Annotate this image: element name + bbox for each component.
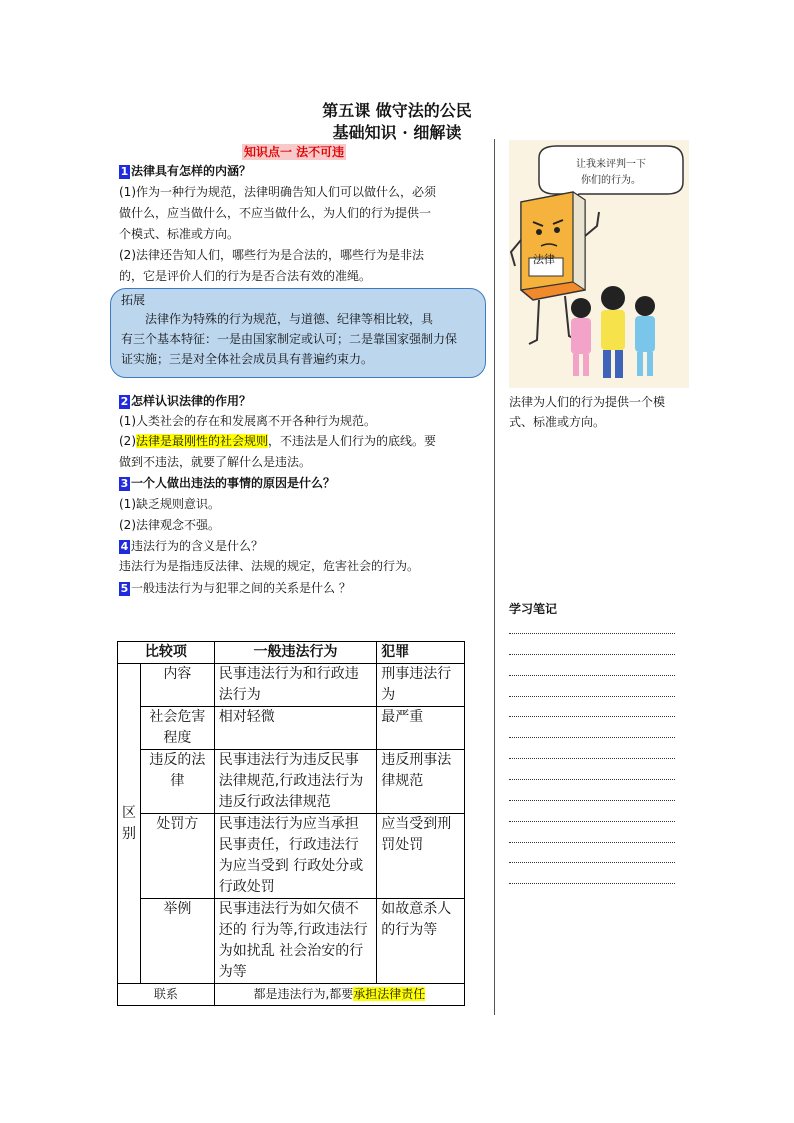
note-line <box>509 800 675 801</box>
question-text: 法律具有怎样的内涵？ <box>131 164 252 178</box>
answer-line: 的，它是评价人们的行为是否合法有效的准绳。 <box>119 269 372 283</box>
table-header: 犯罪 <box>377 642 465 664</box>
table-row <box>118 984 465 1006</box>
note-line <box>509 758 675 759</box>
question-3 <box>119 473 335 493</box>
note-line <box>509 737 675 738</box>
question-4 <box>119 536 263 556</box>
table-cell: 民事违法行为违反民事法律规范,行政违法行为违反行政法律规范 <box>214 750 376 814</box>
table-cell: 民事违法行为应当承担民事责任，行政违法行为应当受到 行政处分或行政处罚 <box>214 814 376 899</box>
answer-line: 做到不违法，就要了解什么是违法。 <box>119 455 312 469</box>
question-5 <box>119 578 351 598</box>
extension-line: 有三个基本特征：一是由国家制定或认可；二是靠国家强制力保 <box>121 332 458 346</box>
question-text: 怎样认识法律的作用？ <box>131 394 252 408</box>
table-cell: 民事违法行为和行政违法行为 <box>214 664 376 707</box>
answer-line <box>119 431 436 451</box>
group-label: 区别 <box>118 664 141 984</box>
table-row <box>118 814 465 899</box>
table-cell: 如故意杀人的行为等 <box>377 899 465 984</box>
extension-line: 证实施；三是对全体社会成员具有普遍约束力。 <box>121 352 374 366</box>
answer-line: 违法行为是指违反法律、法规的规定，危害社会的行为。 <box>119 559 420 573</box>
note-line <box>509 633 675 634</box>
table-cell: 举例 <box>141 899 215 984</box>
table-cell: 违反的法律 <box>141 750 215 814</box>
link-cell <box>214 984 464 1006</box>
table-cell: 违反刑事法律规范 <box>377 750 465 814</box>
answer-prefix: (2) <box>119 434 136 448</box>
extension-line: 法律作为特殊的行为规范，与道德、纪律等相比较，具 <box>121 312 434 326</box>
illustration-caption: 式、标准或方向。 <box>509 415 606 429</box>
extension-title: 拓展 <box>121 293 146 307</box>
extension-box <box>110 288 486 378</box>
answer-line: (2)法律还告知人们，哪些行为是合法的，哪些行为是非法 <box>119 248 425 262</box>
page-title: 第五课 做守法的公民 <box>322 101 472 120</box>
book-label: 法律 <box>533 253 555 266</box>
question-number-badge: 1 <box>120 164 129 178</box>
table-cell: 内容 <box>141 664 215 707</box>
table-cell: 社会危害程度 <box>141 707 215 750</box>
highlighted-text: 承担法律责任 <box>353 987 426 1001</box>
table-header: 比较项 <box>118 642 215 664</box>
link-label: 联系 <box>118 984 215 1006</box>
question-number-badge: 4 <box>120 539 129 553</box>
table-cell: 处罚方 <box>141 814 215 899</box>
question-text: 一般违法行为与犯罪之间的关系是什么 ？ <box>131 581 351 595</box>
table-cell: 最严重 <box>377 707 465 750</box>
speech-text-line1: 让我来评判一下 <box>576 159 646 170</box>
answer-rest: ，不违法是人们行为的底线。要 <box>268 434 437 448</box>
answer-line: (1)缺乏规则意识。 <box>119 497 220 511</box>
knowledge-point-label: 知识点一 法不可违 <box>244 145 345 159</box>
question-2 <box>119 391 251 411</box>
question-text: 一个人做出违法的事情的原因是什么？ <box>131 476 336 490</box>
question-number-badge: 3 <box>120 476 129 490</box>
table-row <box>118 664 465 707</box>
table-row <box>118 707 465 750</box>
note-line <box>509 862 675 863</box>
note-line <box>509 883 675 884</box>
table-header-row <box>118 642 465 664</box>
answer-line: 个模式、标准或方向。 <box>119 227 240 241</box>
illustration-caption: 法律为人们的行为提供一个模 <box>509 395 666 409</box>
note-line <box>509 842 675 843</box>
answer-line: (1)人类社会的存在和发展离不开各种行为规范。 <box>119 414 376 428</box>
table-cell: 相对轻微 <box>214 707 376 750</box>
notes-title: 学习笔记 <box>509 602 558 616</box>
answer-line: 做什么，应当做什么，不应当做什么，为人们的行为提供一 <box>119 206 432 220</box>
speech-text-line2: 你们的行为。 <box>581 175 641 186</box>
question-number-badge: 2 <box>120 394 129 408</box>
note-line <box>509 654 675 655</box>
table-header: 一般违法行为 <box>214 642 376 664</box>
column-divider <box>494 139 495 1015</box>
answer-line: (1)作为一种行为规范，法律明确告知人们可以做什么，必须 <box>119 185 437 199</box>
question-text: 违法行为的含义是什么？ <box>131 539 264 553</box>
answer-line: (2)法律观念不强。 <box>119 518 220 532</box>
table-row <box>118 750 465 814</box>
note-line <box>509 675 675 676</box>
table-row <box>118 899 465 984</box>
children-figures <box>571 286 655 378</box>
note-line <box>509 779 675 780</box>
link-prefix: 都是违法行为,都要 <box>253 987 354 1001</box>
table-cell: 应当受到刑罚处罚 <box>377 814 465 899</box>
table-cell: 民事违法行为如欠债不还的 行为等,行政违法行为如扰乱 社会治安的行为等 <box>214 899 376 984</box>
page-subtitle: 基础知识 · 细解读 <box>332 123 462 142</box>
highlighted-text: 法律是最刚性的社会规则 <box>136 434 269 448</box>
table-cell: 刑事违法行为 <box>377 664 465 707</box>
comparison-table <box>117 641 465 1006</box>
note-line <box>509 716 675 717</box>
question-1 <box>119 161 251 181</box>
question-number-badge: 5 <box>120 581 129 595</box>
note-line <box>509 696 675 697</box>
note-line <box>509 821 675 822</box>
